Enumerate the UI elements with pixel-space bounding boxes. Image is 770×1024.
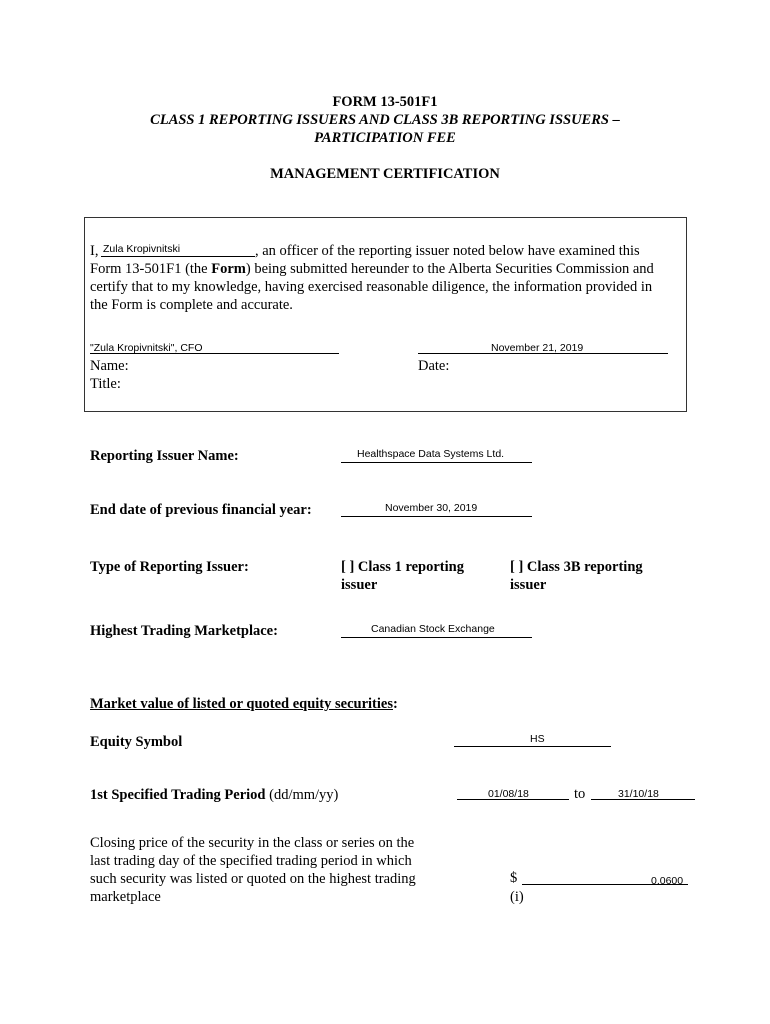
form-subtitle-line2: PARTICIPATION FEE (314, 130, 456, 146)
marketplace-label: Highest Trading Marketplace: (90, 623, 278, 639)
closing-price-ref: (i) (510, 889, 524, 905)
fiscal-year-label: End date of previous financial year: (90, 502, 312, 518)
form-number: FORM 13-501F1 (332, 94, 438, 110)
issuer-name-label: Reporting Issuer Name: (90, 448, 239, 464)
cert-intro: I, (90, 243, 99, 259)
marketplace-line[interactable] (341, 637, 532, 638)
period-to-value: 31/10/18 (618, 788, 659, 800)
cert-line2-post: ) being submitted hereunder to the Alberta Securities Commission and (245, 261, 654, 277)
closing-price-line4: marketplace (90, 889, 161, 905)
market-value-heading-colon: : (393, 696, 398, 712)
cert-line1: , an officer of the reporting issuer noted below have examined this (255, 243, 640, 259)
cert-line4: the Form is complete and accurate. (90, 297, 293, 313)
cert-line2 (90, 261, 654, 278)
equity-symbol-line[interactable] (454, 746, 611, 747)
cert-line2-pre: Form 13-501F1 (the (90, 261, 212, 277)
signature-value: "Zula Kropivnitski", CFO (90, 342, 203, 354)
market-value-heading (90, 696, 398, 713)
period-from-value: 01/08/18 (488, 788, 529, 800)
fiscal-year-value: November 30, 2019 (385, 502, 478, 514)
equity-symbol-label: Equity Symbol (90, 734, 183, 750)
class1-label-line2: issuer (341, 577, 378, 593)
form-subtitle-line1: CLASS 1 REPORTING ISSUERS AND CLASS 3B REPORTING ISSUERS – (150, 112, 620, 128)
trading-period-label-bold: 1st Specified Trading Period (90, 787, 266, 803)
issuer-name-value: Healthspace Data Systems Ltd. (357, 448, 505, 460)
trading-period-label (90, 787, 338, 804)
date-label: Date: (418, 358, 450, 374)
issuer-name-line[interactable] (341, 462, 532, 463)
trading-period-label-rest: (dd/mm/yy) (265, 787, 339, 803)
name-label: Name: (90, 358, 129, 374)
closing-price-line2: last trading day of the specified trading period in which (90, 853, 412, 869)
class1-checkbox[interactable]: [ ] Class 1 reporting (341, 559, 464, 575)
fiscal-year-line[interactable] (341, 516, 532, 517)
class3b-label-line2: issuer (510, 577, 547, 593)
equity-symbol-value: HS (530, 733, 545, 745)
closing-price-value: 0.0600 (651, 875, 684, 887)
cert-line3: certify that to my knowledge, having exercised reasonable diligence, the information provided in (90, 279, 653, 295)
cert-line2-bold: Form (211, 261, 246, 277)
title-label: Title: (90, 376, 121, 392)
issuer-type-label: Type of Reporting Issuer: (90, 559, 249, 575)
period-to-word: to (574, 786, 586, 802)
closing-price-line3: such security was listed or quoted on the highest trading (90, 871, 416, 887)
market-value-heading-text: Market value of listed or quoted equity securities (90, 696, 393, 712)
date-value: November 21, 2019 (491, 342, 584, 354)
closing-price-line1: Closing price of the security in the class or series on the (90, 835, 415, 851)
currency-symbol: $ (510, 870, 518, 886)
marketplace-value: Canadian Stock Exchange (371, 623, 495, 635)
section-title: MANAGEMENT CERTIFICATION (270, 166, 500, 182)
officer-name-value: Zula Kropivnitski (103, 243, 181, 255)
class3b-checkbox[interactable]: [ ] Class 3B reporting (510, 559, 643, 575)
officer-name-line[interactable] (101, 256, 255, 257)
